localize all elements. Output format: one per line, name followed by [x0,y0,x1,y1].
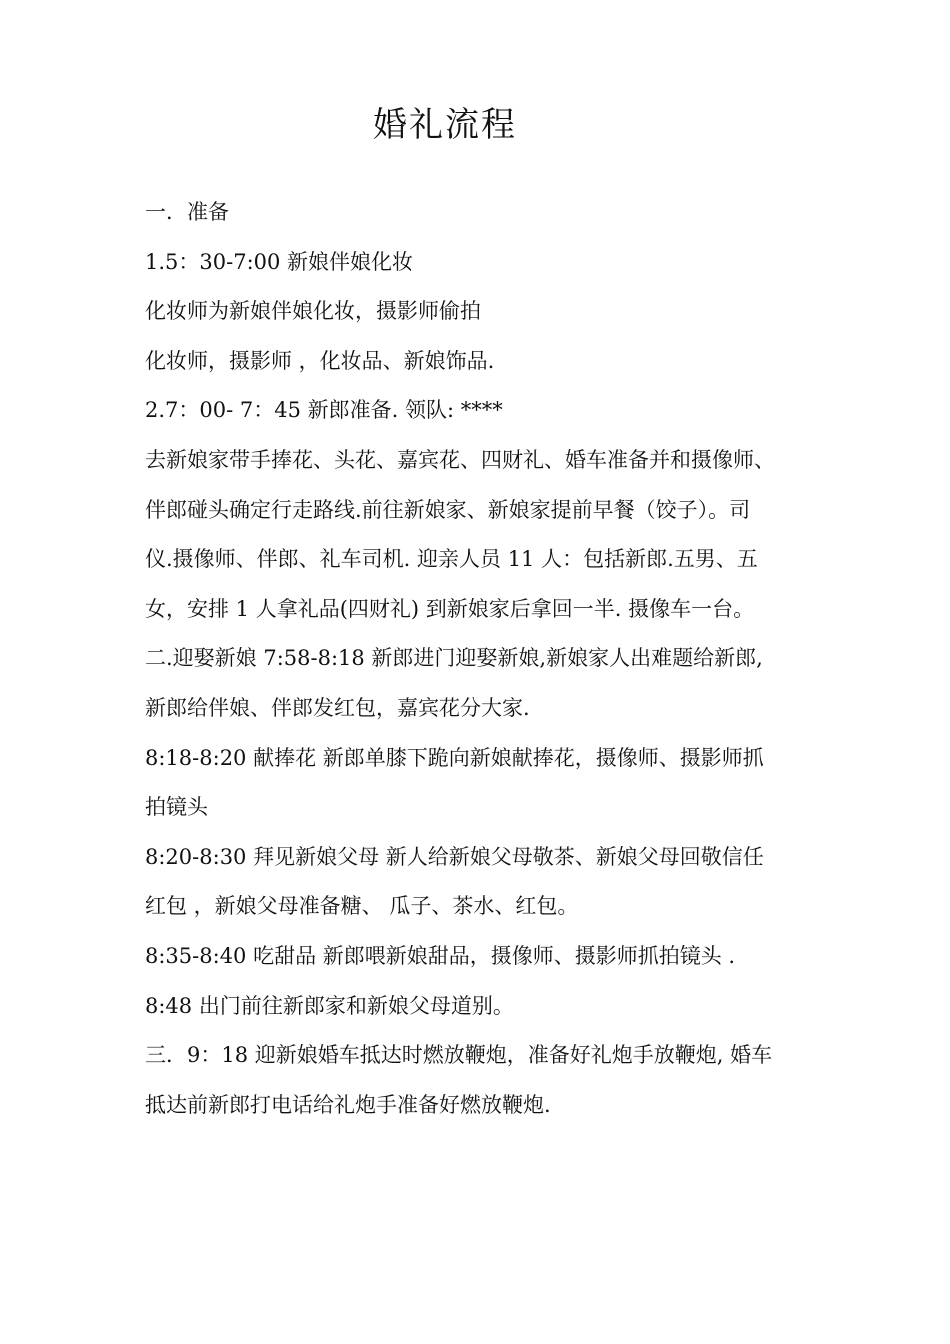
paragraph-line: 女，安排 1 人拿礼品(四财礼) 到新娘家后拿回一半. 摄像车一台。 [145,596,755,621]
section-heading-preparation: 一．准备 [145,200,229,224]
paragraph-line: 1.5：30-7:00 新娘伴娘化妆 [145,249,414,274]
document-body [145,188,825,1130]
paragraph-line: 8:18-8:20 献捧花 新郎单膝下跪向新娘献捧花，摄像师、摄影师抓 [145,745,764,770]
paragraph-line: 新郎给伴娘、伴郎发红包，嘉宾花分大家. [145,695,530,720]
paragraph-line: 化妆师，摄影师 ，化妆品、新娘饰品. [145,348,495,373]
paragraph-line: 8:48 出门前往新郎家和新娘父母道别。 [145,993,514,1018]
paragraph-line: 红包 ，新娘父母准备糖、 瓜子、茶水、红包。 [145,894,579,919]
paragraph-line: 伴郎碰头确定行走路线.前往新娘家、新娘家提前早餐（饺子）。司 [145,497,751,522]
paragraph-line: 8:20-8:30 拜见新娘父母 新人给新娘父母敬茶、新娘父母回敬信任 [145,844,764,869]
paragraph-line: 2.7：00- 7：45 新郎准备. 领队: **** [145,398,503,423]
paragraph-line: 抵达前新郎打电话给礼炮手准备好燃放鞭炮. [145,1092,551,1117]
paragraph-line: 拍镜头 [145,795,208,820]
paragraph-line: 仪.摄像师、伴郎、礼车司机. 迎亲人员 11 人：包括新郎.五男、五 [145,547,758,572]
paragraph-line: 去新娘家带手捧花、头花、嘉宾花、四财礼、婚车准备并和摄像师、 [145,447,775,472]
section-heading-pickup-bride: 二.迎娶新娘 7:58-8:18 新郎进门迎娶新娘,新娘家人出难题给新郎, [145,646,763,671]
paragraph-line: 8:35-8:40 吃甜品 新郎喂新娘甜品，摄像师、摄影师抓拍镜头 . [145,943,736,968]
document-title: 婚礼流程 [373,105,517,145]
section-heading-firecrackers: 三．9：18 迎新娘婚车抵达时燃放鞭炮，准备好礼炮手放鞭炮, 婚车 [145,1043,773,1068]
paragraph-line: 化妆师为新娘伴娘化妆，摄影师偷拍 [145,299,481,324]
